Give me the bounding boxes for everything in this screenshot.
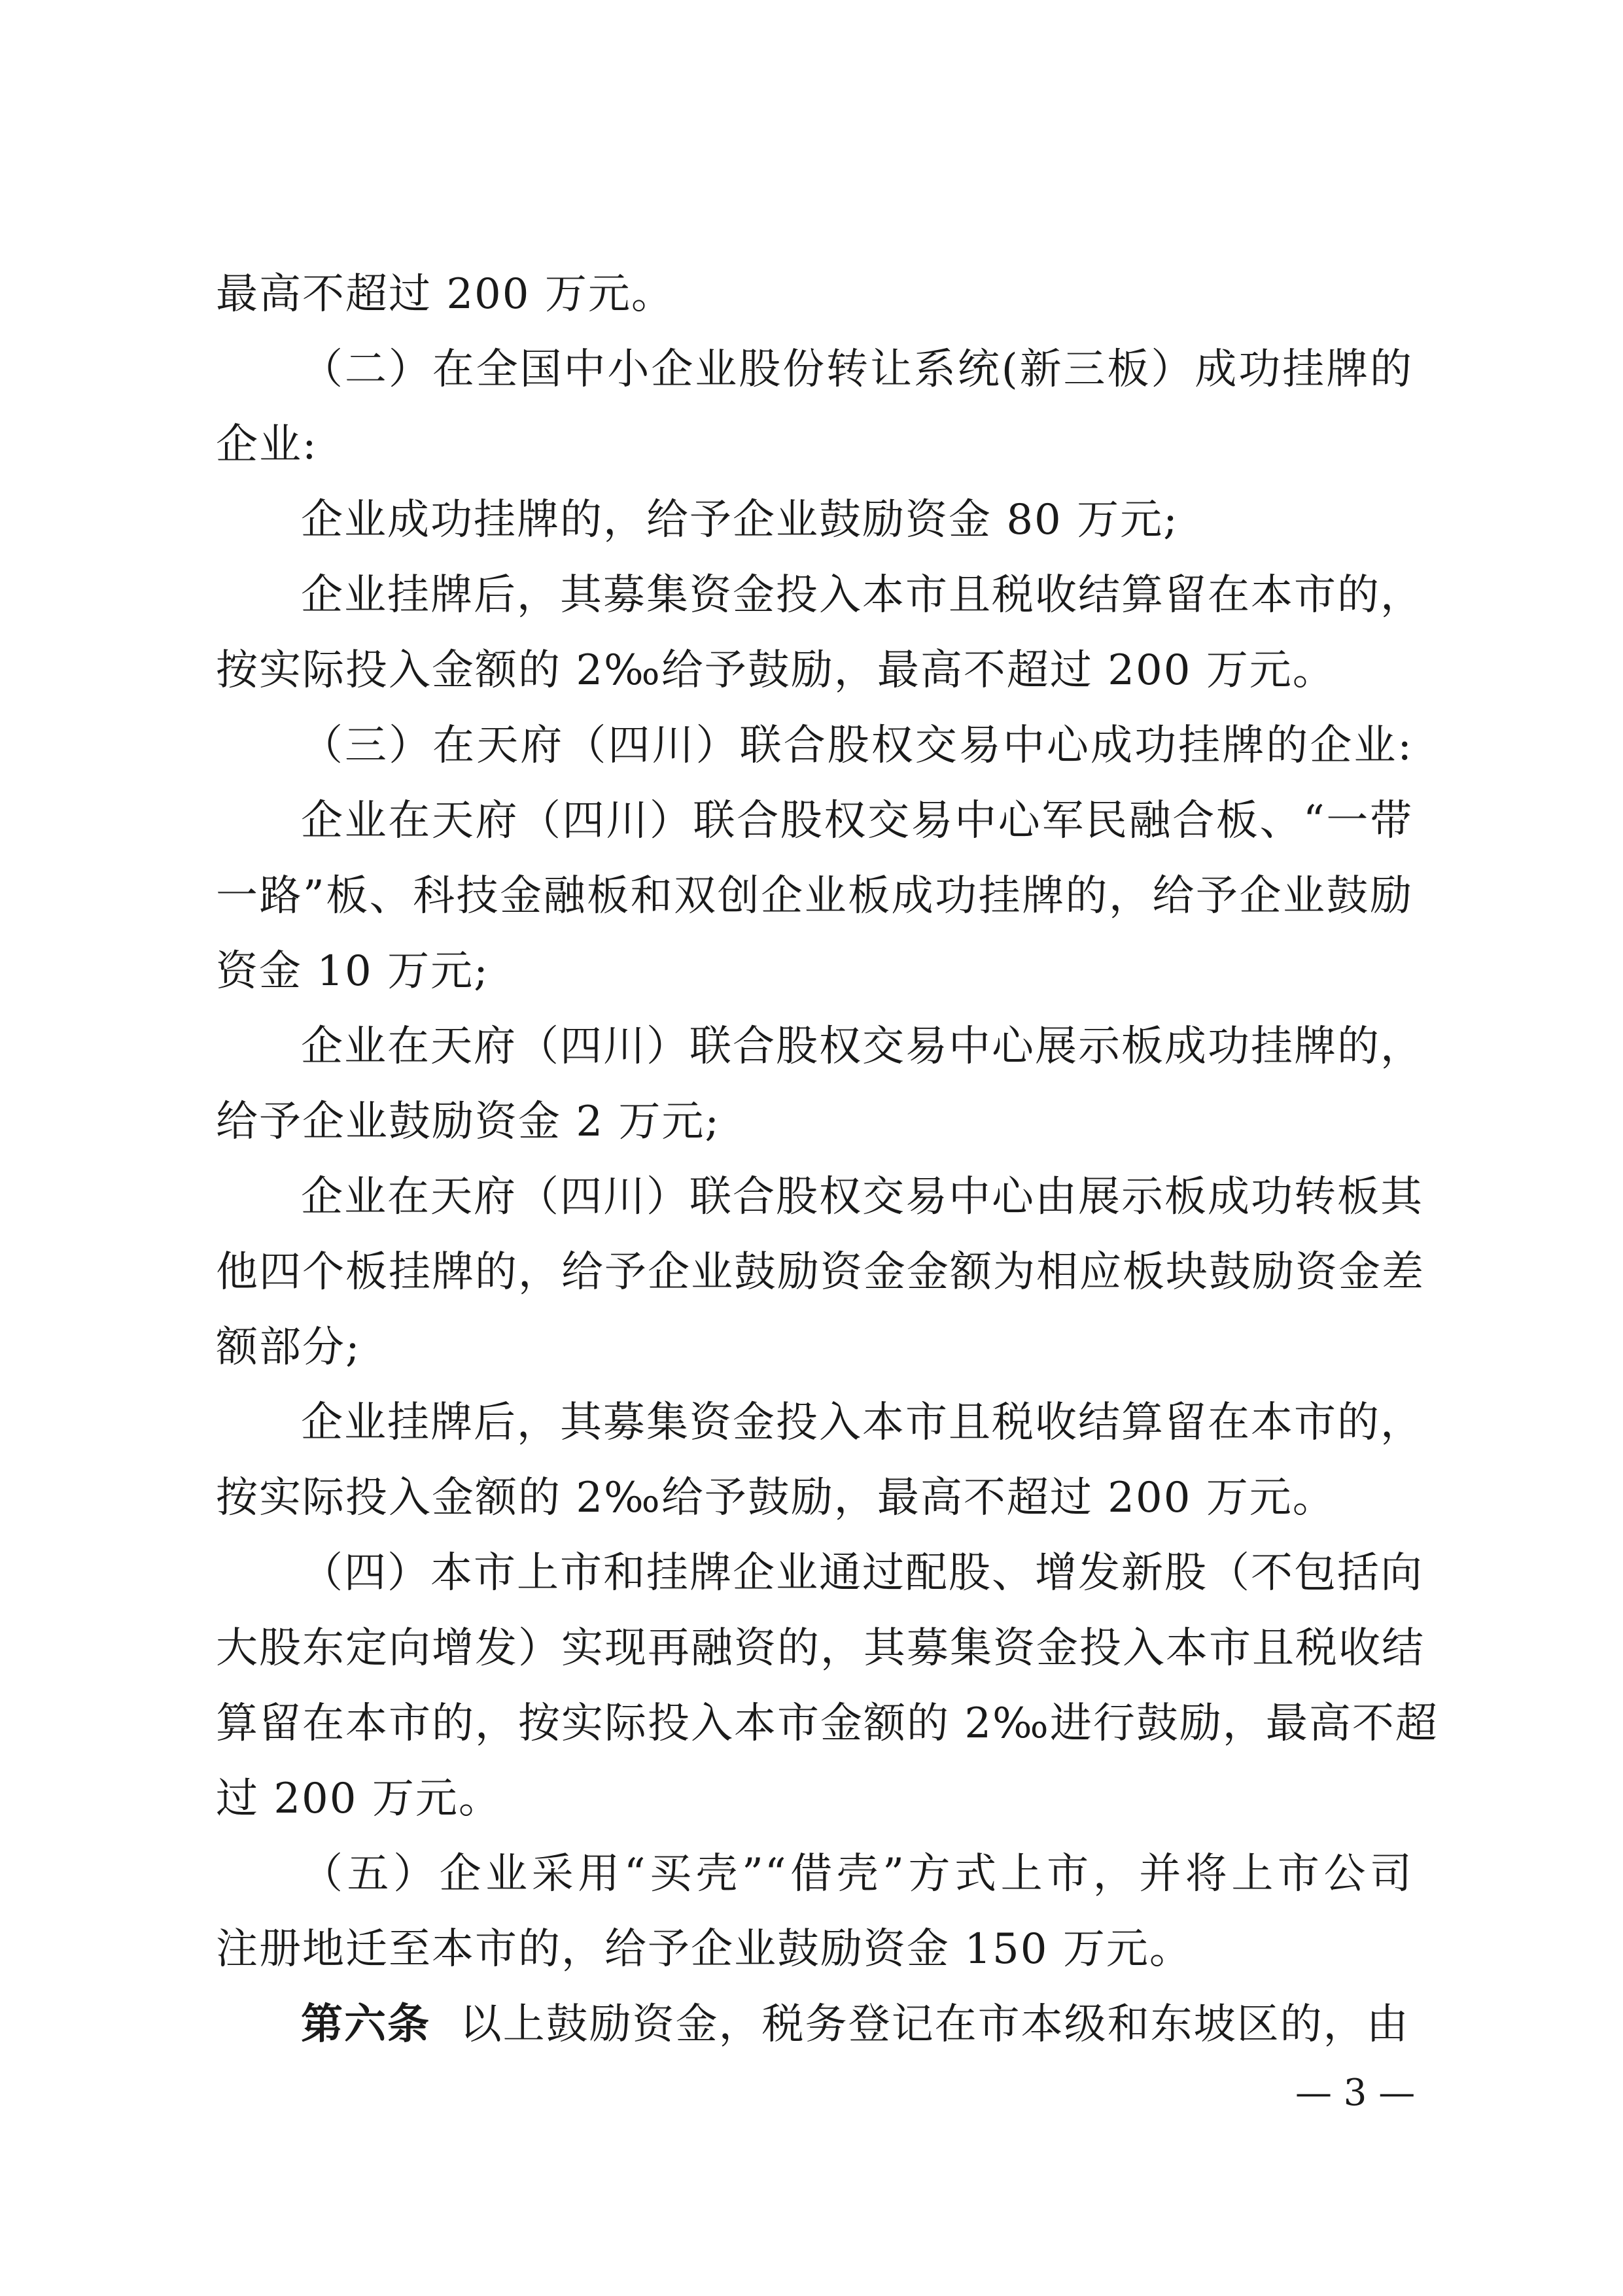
text-line: 企业在天府（四川）联合股权交易中心军民融合板、“一带 [301, 797, 1413, 845]
article-line [301, 1989, 1413, 2061]
text-line: 企业在天府（四川）联合股权交易中心展示板成功挂牌的， [301, 1022, 1423, 1071]
text-line: （三）在天府（四川）联合股权交易中心成功挂牌的企业: [301, 722, 1413, 770]
text-line: （五）企业采用“买壳”“借壳”方式上市，并将上市公司 [301, 1850, 1413, 1898]
text-line: 企业成功挂牌的，给予企业鼓励资金 80 万元; [301, 496, 1179, 544]
text-line: 企业挂牌后，其募集资金投入本市且税收结算留在本市的， [301, 1399, 1423, 1447]
text-line: 过 200 万元。 [216, 1775, 502, 1823]
text-line: （二）在全国中小企业股份转让系统(新三板）成功挂牌的 [301, 345, 1413, 394]
text-line: （四）本市上市和挂牌企业通过配股、增发新股（不包括向 [301, 1549, 1423, 1597]
text-line: 企业挂牌后，其募集资金投入本市且税收结算留在本市的， [301, 571, 1423, 619]
text-line: 一路”板、科技金融板和双创企业板成功挂牌的，给予企业鼓励 [216, 872, 1413, 920]
text-line: 按实际投入金额的 2‰给予鼓励，最高不超过 200 万元。 [216, 1474, 1336, 1522]
text-line: 额部分; [216, 1323, 361, 1372]
text-line: 最高不超过 200 万元。 [216, 270, 674, 319]
text-line: 企业: [216, 421, 318, 469]
text-line: 算留在本市的，按实际投入本市金额的 2‰进行鼓励，最高不超 [216, 1699, 1439, 1748]
text-line: 资金 10 万元; [216, 947, 489, 996]
page-number: — 3 — [1295, 2072, 1416, 2114]
text-line: 给予企业鼓励资金 2 万元; [216, 1098, 720, 1146]
text-line: 大股东定向增发）实现再融资的，其募集资金投入本市且税收结 [216, 1624, 1425, 1673]
text-line: 注册地迁至本市的，给予企业鼓励资金 150 万元。 [216, 1925, 1193, 1974]
article-text: 以上鼓励资金，税务登记在市本级和东坡区的，由 [459, 2000, 1410, 2049]
text-line: 企业在天府（四川）联合股权交易中心由展示板成功转板其 [301, 1173, 1423, 1221]
text-line: 他四个板挂牌的，给予企业鼓励资金金额为相应板块鼓励资金差 [216, 1248, 1425, 1296]
text-line: 按实际投入金额的 2‰给予鼓励，最高不超过 200 万元。 [216, 646, 1336, 695]
article-label: 第六条 [301, 2000, 430, 2049]
